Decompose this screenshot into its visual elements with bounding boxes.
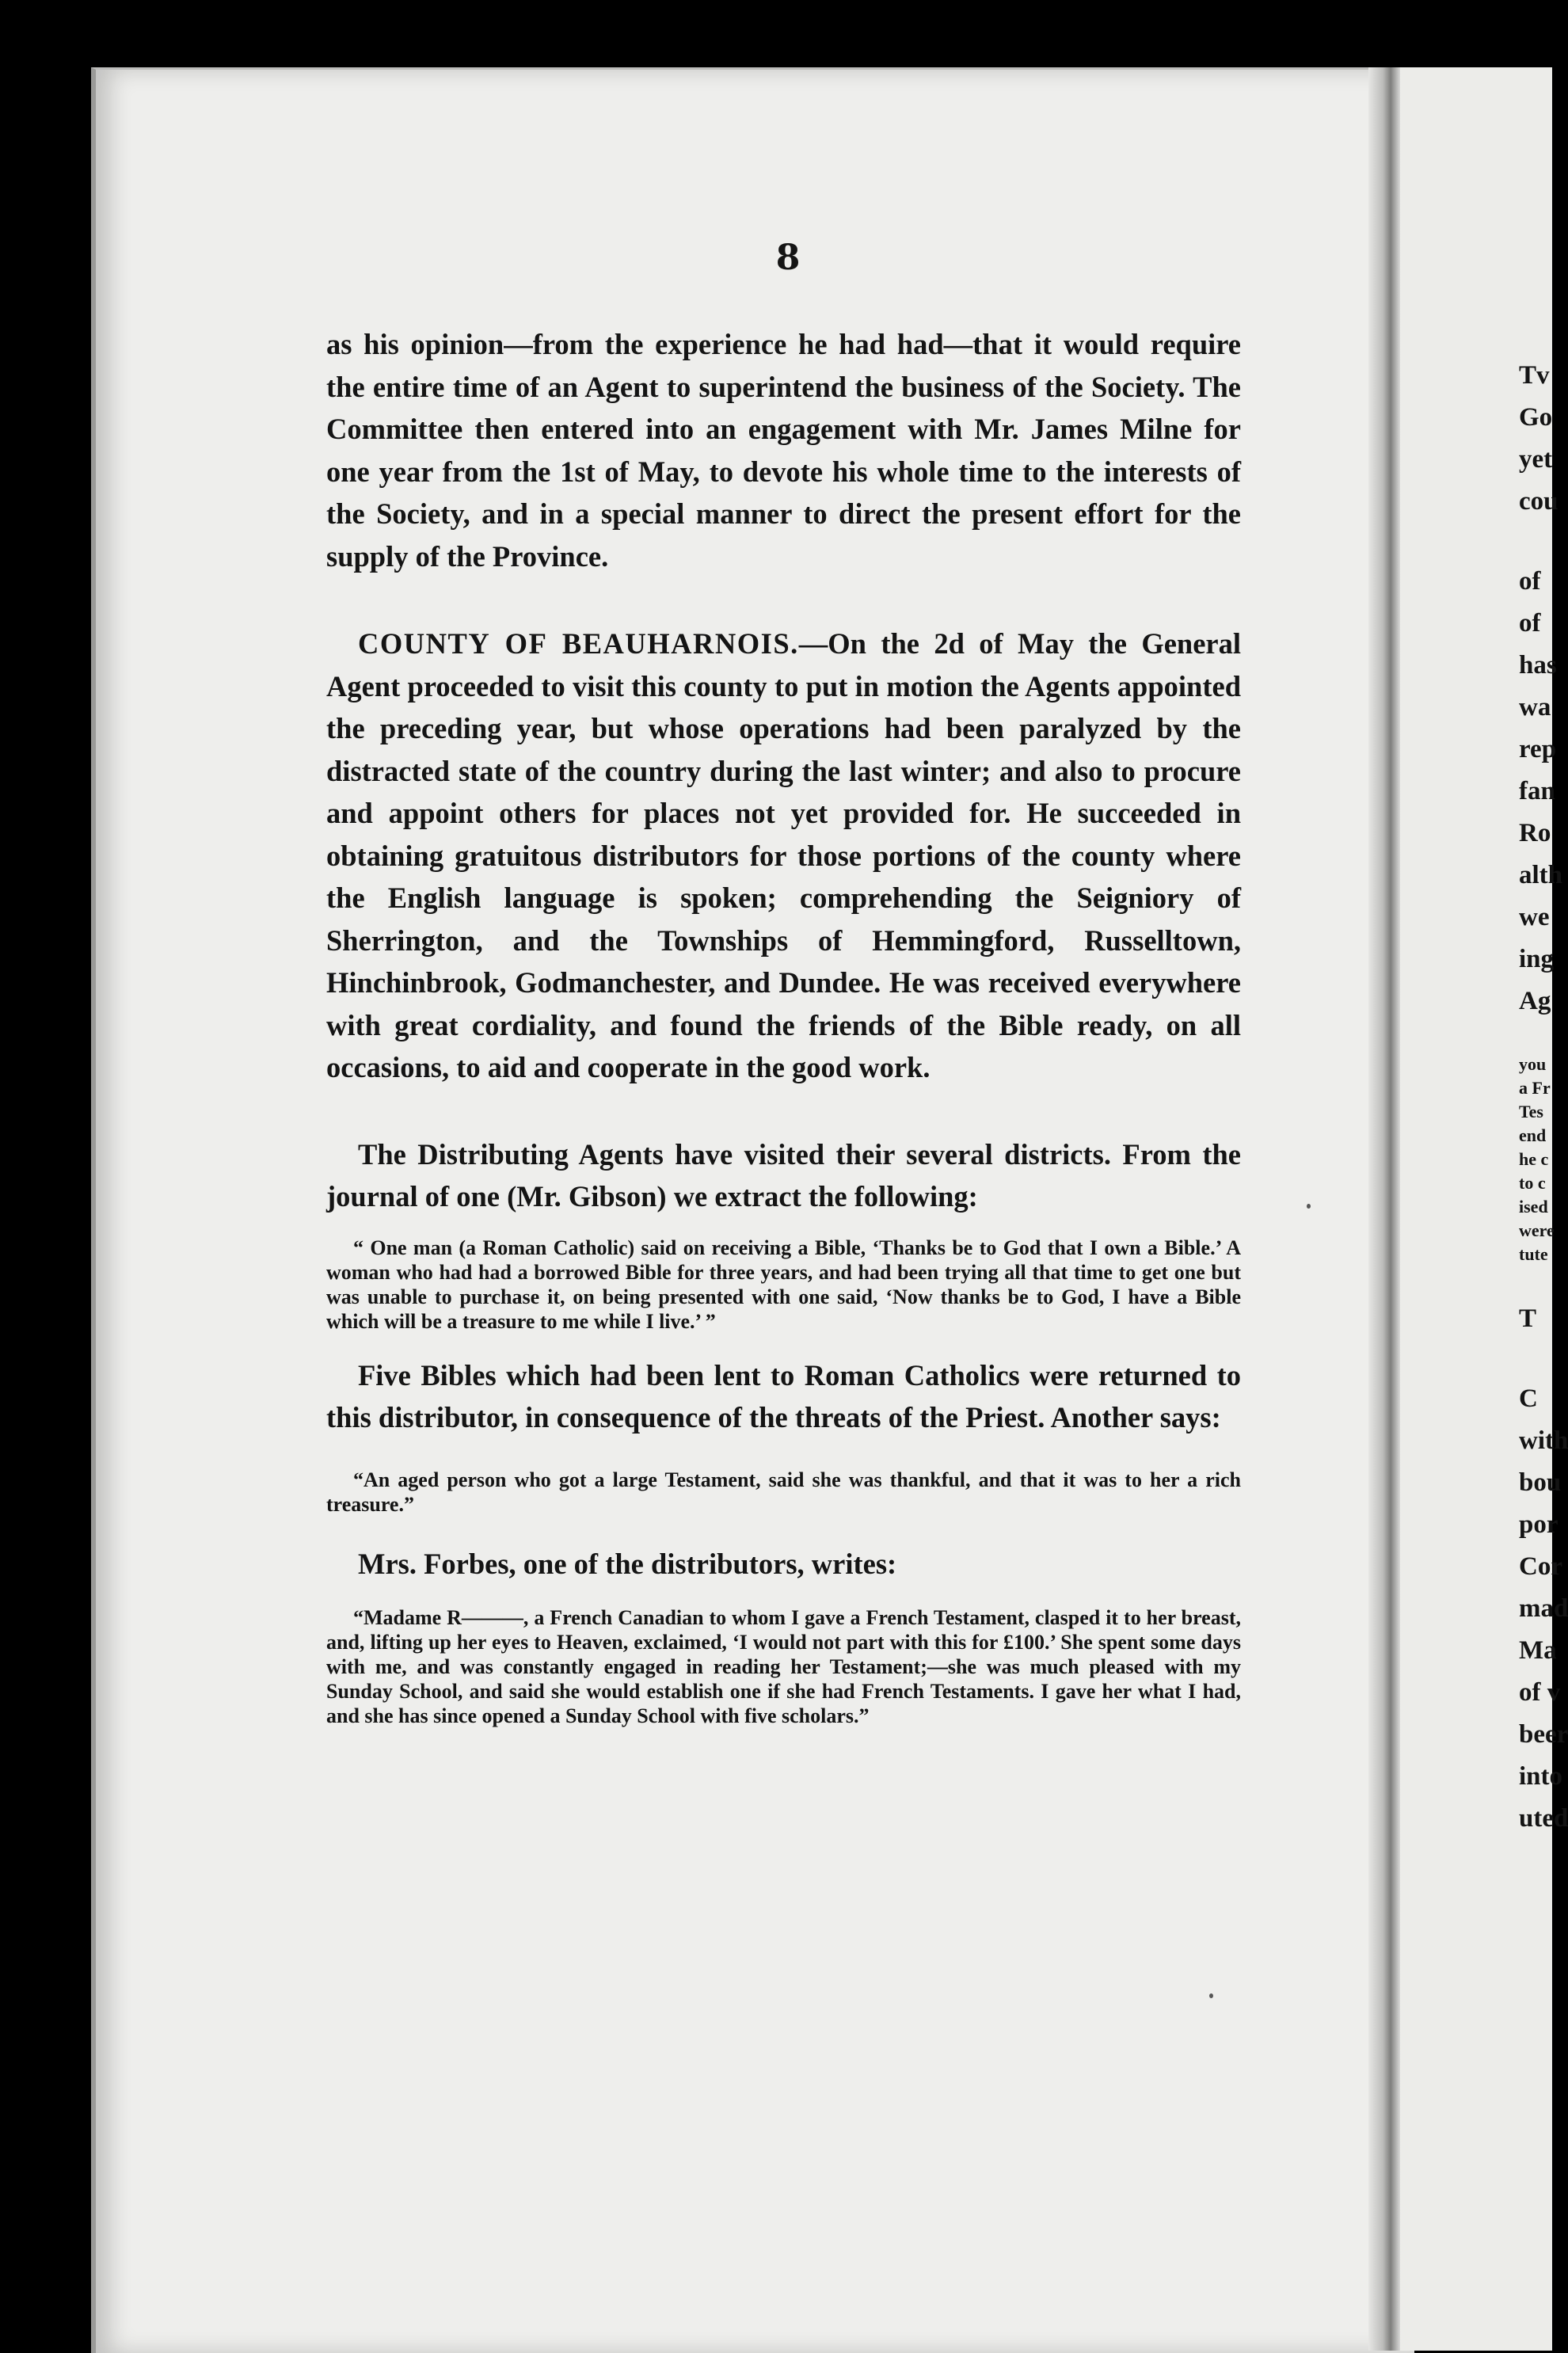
facing-page-fragment-line: uted [1519, 1804, 1568, 1833]
facing-page-fragment-line: end [1519, 1125, 1547, 1145]
facing-page-fragment-line: we [1519, 903, 1550, 931]
facing-page-fragment-line: yet [1519, 445, 1553, 474]
facing-page-fragment-line: mad [1519, 1594, 1568, 1623]
facing-page-fragment-line: cou [1519, 487, 1558, 516]
facing-page-fragment-line: C [1519, 1384, 1538, 1413]
quote-aged-person: “An aged person who got a large Testament, said she was thankful, and that it was to her a rich treasure.” [326, 1468, 1241, 1516]
facing-page-fragment-line: he c [1519, 1149, 1549, 1169]
facing-page-fragment-line: with [1519, 1426, 1568, 1455]
facing-page-fragment-line: T [1519, 1304, 1537, 1333]
facing-page-fragment-group-small [1519, 1053, 1555, 1266]
section-heading-county-beauharnois: COUNTY OF BEAUHARNOIS. [358, 627, 799, 660]
facing-page-fragment-line: por [1519, 1510, 1558, 1539]
facing-page-fragment-group-c [1519, 1298, 1552, 1340]
facing-page-fragment-line: to c [1519, 1173, 1546, 1193]
facing-page-fragment-line: Tes [1519, 1102, 1543, 1121]
paragraph-mrs-forbes: Mrs. Forbes, one of the distributors, writes: [358, 1547, 897, 1580]
paragraph-county-beauharnois-body: —On the 2d of May the General Agent proceeded to visit this county to put in motion the Agents appointed the preceding year, but whose operations had been paralyzed by the distracted state of the country during the last winter; and also to procure and appoint others for places not yet provided for. He succeeded in obtaining gratuitous distributors for those portions of the county where the English language is spoken; comprehending the Seigniory of Sherrington, and the Townships of Hemmingford, Russelltown, Hinchinbrook, Godmanchester, and Dundee. He was received everywhere with great cordiality, and found the friends of the Bible ready, on all occasions, to aid and cooperate in the good work. [326, 627, 1241, 1083]
facing-page-fragment-line: a Fr [1519, 1078, 1551, 1098]
facing-page-fragment-line: Ag [1519, 987, 1551, 1015]
facing-page-fragment-line: has [1519, 651, 1557, 680]
scan-speck [1209, 1993, 1213, 1998]
facing-page-fragment-line: Ro [1519, 819, 1551, 847]
facing-page-fragment-line: rep [1519, 735, 1557, 763]
facing-page-fragment-line: of [1519, 609, 1541, 638]
facing-page-fragment-line: Tv [1519, 361, 1550, 390]
facing-page-fragment-line: of [1519, 567, 1541, 596]
facing-page-fragment-line: Ma [1519, 1636, 1557, 1665]
page-body [326, 323, 1241, 1728]
facing-page-fragment-line: of v [1519, 1678, 1561, 1707]
facing-page-fragment-line: ised [1519, 1197, 1548, 1216]
facing-page-fragment-group-a [1519, 355, 1558, 523]
facing-page-fragment-line: beer [1519, 1720, 1568, 1749]
facing-page-text-fragments [1519, 355, 1568, 1840]
paragraph-county-beauharnois [326, 623, 1241, 1089]
quote-madame-r: “Madame R———, a French Canadian to whom I gave a French Testament, clasped it to her breast, and, lifting up her eyes to Heaven, exclaimed, ‘I would not part with this for £100.’ She spent some days with me, and was constantly engaged in reading her Testament;—she was much pleased with my Sunday School, and said she would establish one if she had French Testaments. I gave her what I had, and she has since opened a Sunday School with five scholars.” [326, 1606, 1241, 1727]
facing-page-fragment-line: tute [1519, 1244, 1548, 1264]
facing-page-fragment-line: ing [1519, 945, 1555, 973]
facing-page-fragment-line: were [1519, 1220, 1555, 1240]
book-gutter [1368, 67, 1400, 2351]
facing-page-fragment-line: wa [1519, 693, 1551, 722]
facing-page-fragment-line: Cor [1519, 1552, 1562, 1581]
paragraph-agent-engagement: as his opinion—from the experience he had had—that it would require the entire time of an Agent to superintend the business of the Society. The Committee then entered into an engagement with Mr. James Milne for one year from the 1st of May, to devote his whole time to the interests of the Society, and in a special manner to direct the present effort for the supply of the Province. [326, 328, 1241, 573]
facing-page-fragment-group-b [1519, 561, 1563, 1022]
facing-page-fragment-line: Go [1519, 403, 1553, 432]
facing-page-fragment-line: into [1519, 1762, 1563, 1791]
facing-page-fragment-line: you [1519, 1054, 1547, 1074]
page-number: 8 [775, 238, 801, 278]
facing-page-fragment-line: bou [1519, 1468, 1562, 1497]
paragraph-distributing-agents: The Distributing Agents have visited their several districts. From the journal of one (Mr. Gibson) we extract the following: [326, 1137, 1241, 1213]
facing-page-fragment-line: fan [1519, 777, 1555, 805]
facing-page-fragment-group-d [1519, 1378, 1568, 1840]
quote-gibson-journal: “ One man (a Roman Catholic) said on receiving a Bible, ‘Thanks be to God that I own a Bible.’ A woman who had had a borrowed Bible for three years, and had been trying all that time to get one but was unable to purchase it, on being presented with one said, ‘Now thanks be to God, I have a Bible which will be a treasure to me while I live.’ ” [326, 1236, 1241, 1333]
facing-page-fragment-line: alth [1519, 861, 1563, 889]
paragraph-five-bibles: Five Bibles which had been lent to Roman Catholics were returned to this distributor, in consequence of the threats of the Priest. Another says: [326, 1358, 1241, 1434]
scan-speck [1307, 1204, 1311, 1209]
